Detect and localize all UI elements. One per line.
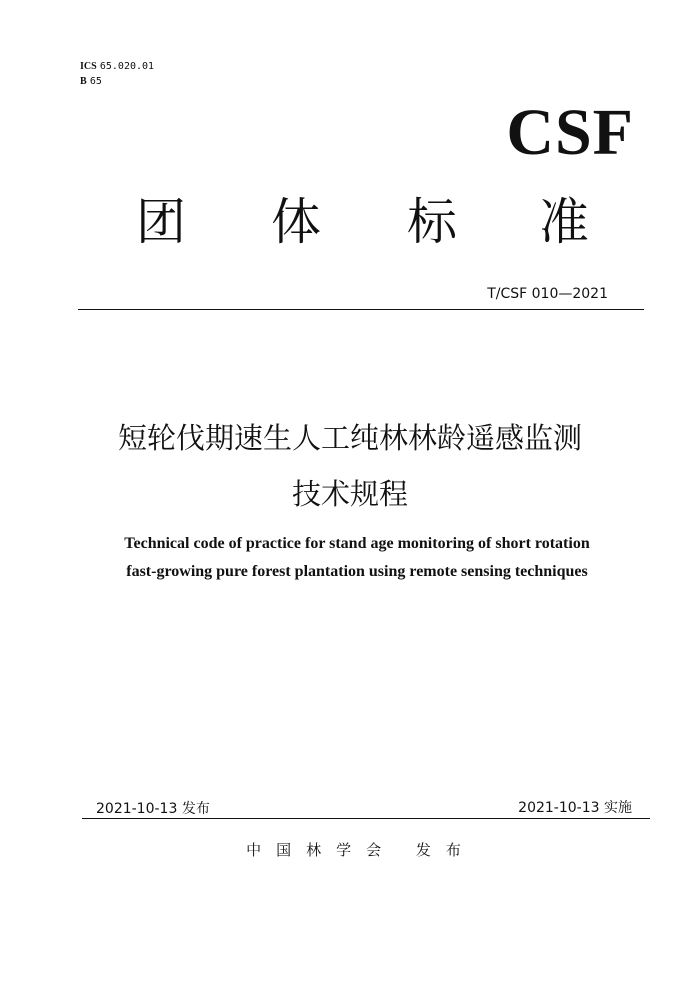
- ccs-code: [80, 76, 102, 88]
- standard-type-char: 团: [136, 193, 186, 251]
- standard-type-char: 体: [271, 193, 321, 251]
- standard-type-char: 准: [539, 193, 589, 251]
- issue-date-value: 2021-10-13: [96, 801, 178, 817]
- csf-logo: CSF: [506, 96, 634, 169]
- standard-number: T/CSF 010—2021: [487, 286, 608, 302]
- standard-type-char: 标: [407, 193, 457, 251]
- issue-date-label: 发布: [181, 801, 210, 817]
- title-en-line-2: fast-growing pure forest plantation using remote sensing techniques: [126, 563, 588, 580]
- implementation-date: [518, 797, 632, 817]
- ics-value: 65.020.01: [99, 61, 155, 72]
- footer-divider: [82, 818, 650, 819]
- issue-date: [96, 798, 210, 818]
- ics-code: [80, 61, 154, 73]
- title-zh-line-1: 短轮伐期速生人工纯林林龄遥感监测: [117, 421, 582, 455]
- implementation-date-value: 2021-10-13: [518, 800, 600, 816]
- header-divider: [78, 309, 644, 310]
- implementation-date-label: 实施: [604, 800, 632, 816]
- title-en-line-1: Technical code of practice for stand age monitoring of short rotation: [124, 535, 590, 552]
- publisher: 中国林学会 发布: [246, 841, 476, 859]
- ics-label: ICS: [80, 61, 97, 72]
- ccs-value: 65: [89, 76, 102, 87]
- ccs-label: B: [80, 76, 87, 87]
- title-zh-line-2: 技术规程: [291, 477, 408, 511]
- standard-type: [0, 190, 700, 254]
